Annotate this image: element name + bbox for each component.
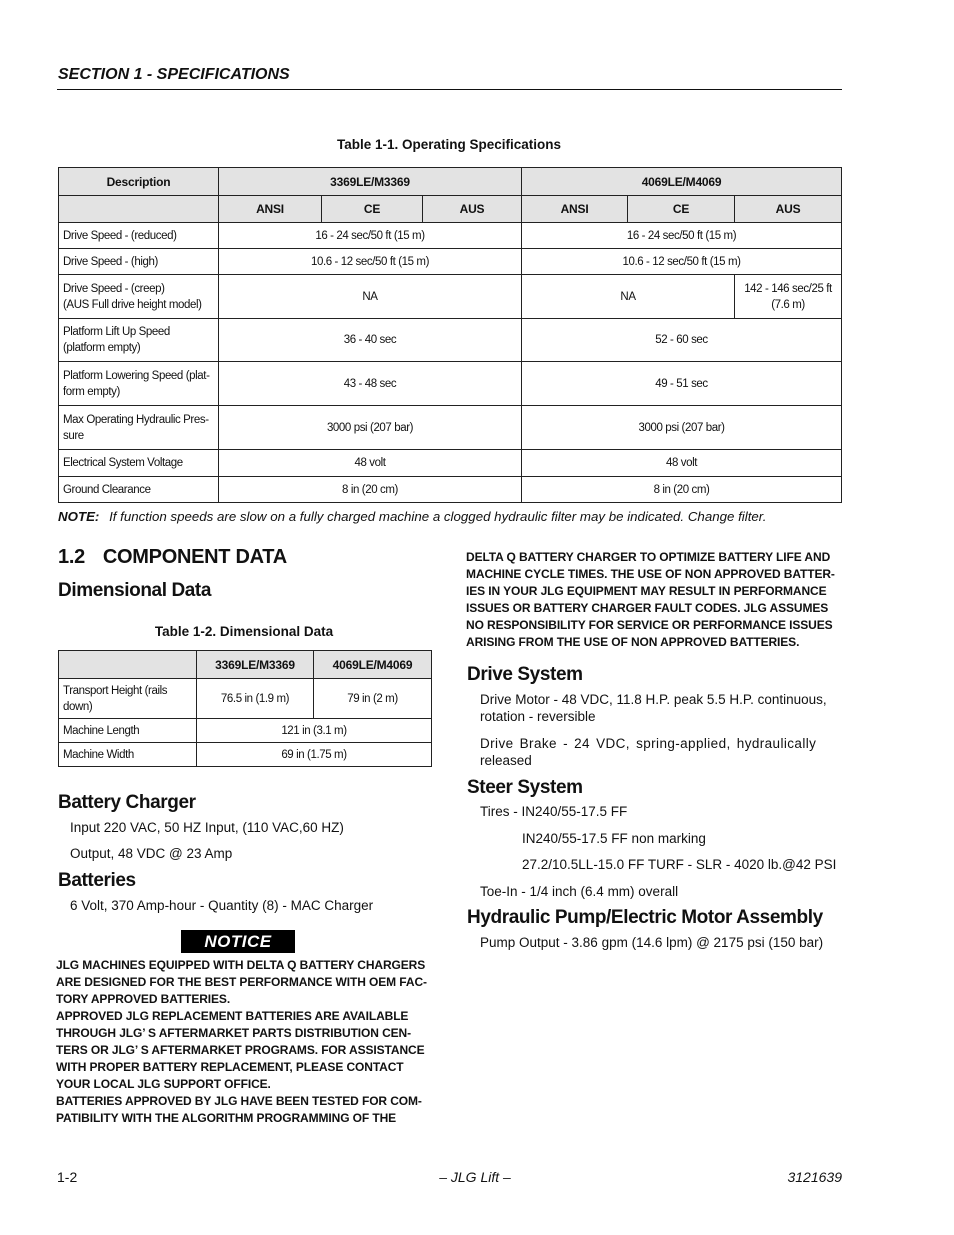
row-value-b: 3000 psi (207 bar) [522,406,842,450]
aus-line1: 142 - 146 sec/25 ft [744,282,832,295]
table-row [59,362,842,406]
notice-line: TORY APPROVED BATTERIES. [56,992,231,1006]
row-value-a: 43 - 48 sec [219,362,522,406]
dimensional-data-table [58,650,432,767]
row-desc-line2: (platform empty) [63,342,141,354]
drive-motor-line2: rotation - reversible [480,709,596,724]
row-value-b: 16 - 24 sec/50 ft (15 m) [522,223,842,249]
steer-system-heading: Steer System [467,777,583,798]
row-value-a: 3000 psi (207 bar) [219,406,522,450]
table-row [59,679,432,719]
table-row [59,406,842,450]
table2-title: Table 1-2. Dimensional Data [154,624,334,639]
header-rule [57,89,842,90]
row-value-b: 79 in (2 m) [314,679,432,719]
row-value-b: 8 in (20 cm) [522,477,842,503]
notice-line: DELTA Q BATTERY CHARGER TO OPTIMIZE BATTERY LIFE AND [466,550,831,564]
row-desc [59,319,219,362]
row-desc [59,679,197,719]
drive-motor-spec [480,691,845,725]
operating-specifications-table [58,167,842,503]
row-value-b: 10.6 - 12 sec/50 ft (15 m) [522,249,842,275]
row-desc-line1: Drive Speed - (creep) [63,282,165,295]
notice-line: BATTERIES APPROVED BY JLG HAVE BEEN TESTED FOR COM- [56,1094,422,1108]
row-desc-line2: (AUS Full drive height model) [63,298,202,311]
row-desc-line1: Platform Lift Up Speed [63,326,170,338]
row-value-a: 16 - 24 sec/50 ft (15 m) [219,223,522,249]
notice-line: THROUGH JLG’ S AFTERMARKET PARTS DISTRIBUTION CEN- [56,1026,412,1040]
row-desc: Drive Speed - (reduced) [59,223,219,249]
col-a-ce: CE [322,196,423,223]
col-b-ce: CE [628,196,735,223]
row-value: 121 in (3.1 m) [197,719,432,743]
row-value-b-aus [735,275,842,319]
batteries-spec: 6 Volt, 370 Amp-hour - Quantity (8) - MAC Charger [70,898,374,913]
notice-line: ISSUES OR BATTERY CHARGER FAULT CODES. JLG ASSUMES [466,601,829,615]
toe-in-spec: Toe-In - 1/4 inch (6.4 mm) overall [480,884,679,899]
tires-spec-2: IN240/55-17.5 FF non marking [522,831,706,846]
col-b-ansi: ANSI [522,196,628,223]
notice-line: IES IN YOUR JLG EQUIPMENT MAY RESULT IN PERFORMANCE [466,584,827,598]
row-desc: Machine Width [59,743,197,767]
component-data-heading [58,546,287,569]
notice-line: NO RESPONSIBILITY FOR SERVICE OR PERFORMANCE ISSUES [466,618,833,632]
notice-text-left [56,957,434,1127]
aus-line2: (7.6 m) [771,298,805,311]
col-a-aus: AUS [423,196,522,223]
col-empty [59,196,219,223]
row-value-b: 52 - 60 sec [522,319,842,362]
drive-motor-line1: Drive Motor - 48 VDC, 11.8 H.P. peak 5.5 H.P. continuous, [480,692,827,707]
col-description: Description [59,168,219,196]
row-desc-line2: down) [63,700,93,713]
table-row [59,249,842,275]
table-row [59,477,842,503]
col-a-ansi: ANSI [219,196,322,223]
table-row [59,319,842,362]
dimensional-data-heading: Dimensional Data [58,580,212,601]
battery-charger-output: Output, 48 VDC @ 23 Amp [70,846,233,861]
row-desc-line2: sure [63,429,84,442]
note-label: NOTE: [58,509,100,524]
notice-line: YOUR LOCAL JLG SUPPORT OFFICE. [56,1077,271,1091]
row-desc-line1: Transport Height (rails [63,684,168,697]
section-number: 1.2 [58,546,85,568]
filter-note [58,509,766,524]
tires-spec-3: 27.2/10.5LL-15.0 FF TURF - SLR - 4020 lb.@42 PSI [522,857,837,872]
battery-charger-input: Input 220 VAC, 50 HZ Input, (110 VAC,60 HZ) [70,820,344,835]
col-empty [59,651,197,679]
row-value-a: 8 in (20 cm) [219,477,522,503]
table-row [59,223,842,249]
row-desc-line1: Max Operating Hydraulic Pres- [63,413,209,426]
col-b-aus: AUS [735,196,842,223]
batteries-heading: Batteries [58,870,136,891]
notice-line: ARE DESIGNED FOR THE BEST PERFORMANCE WITH OEM FAC- [56,975,427,989]
col-model-b: 4069LE/M4069 [522,168,842,196]
notice-text-right [466,549,844,651]
notice-line: ARISING FROM THE USE OF NON APPROVED BATTERIES. [466,635,800,649]
drive-brake-spec [480,735,845,769]
notice-line: TERS OR JLG’ S AFTERMARKET PROGRAMS. FOR ASSISTANCE [56,1043,425,1057]
row-value-b: NA [522,275,735,319]
footer-brand: – JLG Lift – [439,1169,511,1185]
table-row [59,719,432,743]
document-number: 3121639 [787,1169,842,1185]
section-header: SECTION 1 - SPECIFICATIONS [58,66,290,83]
row-desc-line1: Platform Lowering Speed (plat- [63,369,210,382]
notice-line: JLG MACHINES EQUIPPED WITH DELTA Q BATTERY CHARGERS [56,958,426,972]
row-value-a: 10.6 - 12 sec/50 ft (15 m) [219,249,522,275]
row-value-a: 76.5 in (1.9 m) [197,679,314,719]
drive-brake-line2: released [480,753,532,768]
row-desc: Drive Speed - (high) [59,249,219,275]
row-desc [59,406,219,450]
notice-line: WITH PROPER BATTERY REPLACEMENT, PLEASE CONTACT [56,1060,404,1074]
drive-brake-line1: Drive Brake - 24 VDC, spring-applied, hydraulically [480,736,817,751]
row-desc: Machine Length [59,719,197,743]
row-desc [59,362,219,406]
note-text: If function speeds are slow on a fully charged machine a clogged hydraulic filter may be indicated. Change filter. [109,509,767,524]
table-row [59,743,432,767]
row-value-a: NA [219,275,522,319]
col-model-a: 3369LE/M3369 [197,651,314,679]
table1-title: Table 1-1. Operating Specifications [336,137,562,152]
tires-spec: Tires - IN240/55-17.5 FF [480,804,628,819]
row-value-b: 48 volt [522,450,842,477]
row-desc-line2: form empty) [63,385,120,398]
hydraulic-heading: Hydraulic Pump/Electric Motor Assembly [467,907,823,928]
table-row [59,275,842,319]
page-number: 1-2 [57,1169,78,1185]
row-value: 69 in (1.75 m) [197,743,432,767]
row-value-a: 36 - 40 sec [219,319,522,362]
row-value-a: 48 volt [219,450,522,477]
row-desc: Ground Clearance [59,477,219,503]
battery-charger-heading: Battery Charger [58,792,196,813]
pump-output-spec: Pump Output - 3.86 gpm (14.6 lpm) @ 2175 psi (150 bar) [480,935,824,950]
section-title: COMPONENT DATA [102,546,287,568]
table-row [59,450,842,477]
col-model-a: 3369LE/M3369 [219,168,522,196]
col-model-b: 4069LE/M4069 [314,651,432,679]
notice-line: MACHINE CYCLE TIMES. THE USE OF NON APPROVED BATTER- [466,567,835,581]
row-value-b: 49 - 51 sec [522,362,842,406]
drive-system-heading: Drive System [467,664,583,685]
notice-line: APPROVED JLG REPLACEMENT BATTERIES ARE AVAILABLE [56,1009,409,1023]
notice-badge: NOTICE [181,930,295,953]
row-desc [59,275,219,319]
row-desc: Electrical System Voltage [59,450,219,477]
notice-line: PATIBILITY WITH THE ALGORITHM PROGRAMMING OF THE [56,1111,397,1125]
